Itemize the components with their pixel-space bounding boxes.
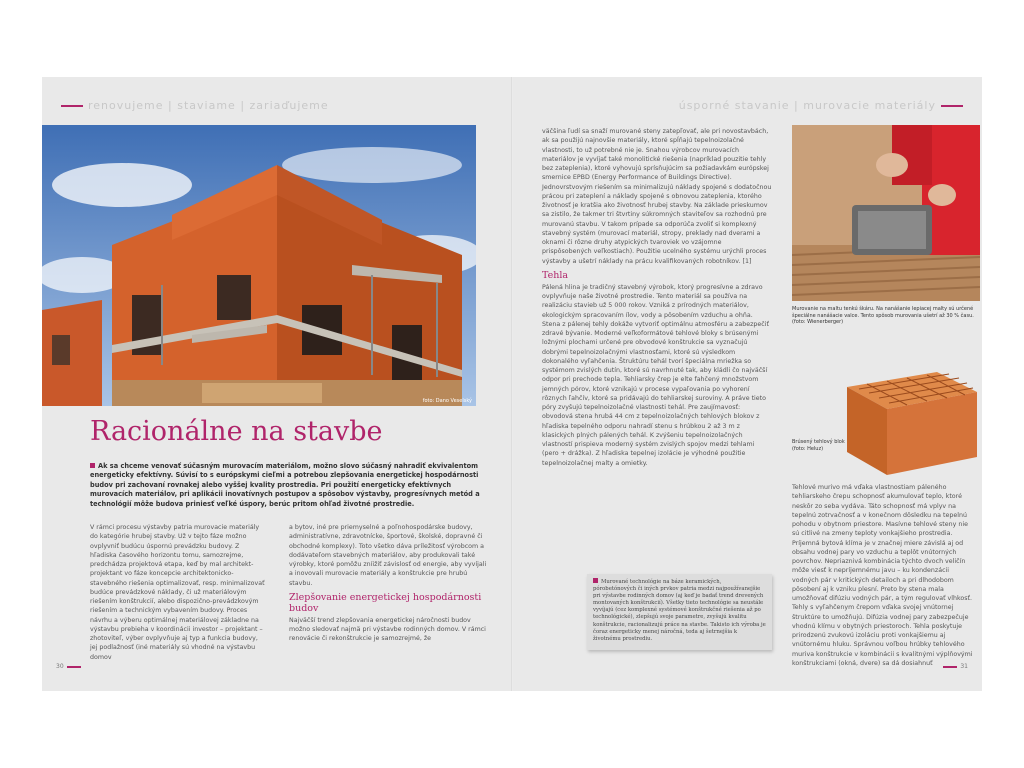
header-separator: | [235, 99, 250, 112]
mortar-roller-photo [792, 125, 980, 301]
lead-paragraph [90, 462, 490, 509]
bullet-square-icon [593, 578, 598, 583]
header-separator: | [789, 99, 804, 112]
header-part-2: murovacie materiály [803, 99, 936, 112]
right-running-header [679, 99, 968, 112]
right-column-1 [542, 127, 772, 468]
photo-credit: foto: Dano Veselský [422, 398, 472, 404]
body-text: Pálená hlina je tradičný stavebný výrobok, ktorý progresívne a zdravo ovplyvňuje naše životné prostredie. Tento materiál sa používa na realizáciu stavieb už 5 000 rokov. Vzniká z prírodných materiálov, ekologickým spracovaním ílov, vody a pôsobením vzduchu a ohňa. Stena z pálenej tehly dokáže vytvoriť optimálnu atmosféru a zabezpečiť zdravé bývanie. Moderné veľkoformátové tehlové bloky s brúsenými ložnými plochami určené pre obvodové konštrukcie sa vyznačujú dobrými tepelnoizolačnými vlastnosťami, ktoré sú výsledkom dokonalého vyľahčenia. Štruktúru tehál tvorí špeciálna mriežka so systémom zvislých dutín, ktoré sú navrhnuté tak, aby kládli čo najväčší odpor pri prechode tepla. Tehliarsky črep je elte fahčený množstvom jemných pórov, ktoré vznikajú v procese vypaľovania po vyhorení rôznych ľahčív, ktoré sa pridávajú do tehliarskej suroviny. A práve tieto póry zvyšujú tepelnoizolačné vlastnosti tehál. Pre zaujímavosť: obvodová stena hrubá 44 cm z tepelnoizolačných tehlových blokov z hľadiska tepelného odporu nahradí stenu s hrúbkou 2 až 3 m z klasických plných pálených tehál. K zvýšeniu tepelnoizolačných vlastností prispieva moderný systém zvislých spojov medzi tehlami (pero + drážka). Z hľadiska tepelnej izolácie je výhodné použitie tepelnoizolačnej malty a omietky. [542, 283, 769, 467]
right-column-2 [792, 483, 977, 668]
header-separator: | [163, 99, 178, 112]
house-construction-illustration [42, 125, 476, 406]
page-number-right [940, 663, 968, 670]
left-page [42, 77, 512, 691]
left-column-1 [90, 523, 267, 662]
subheading: Tehla [542, 269, 569, 281]
body-text: Najväčší trend zlepšovania energetickej náročnosti budov možno sledovať najmä pri výstavbe rodinných domov. V rámci renovácie či rekonštrukcie je samozrejmé, že [289, 616, 486, 643]
photo-caption-2: Brúsený tehlový blok (foto: Heluz) [792, 439, 845, 452]
brick-block-image [837, 367, 982, 477]
page-number-left [56, 663, 84, 670]
info-box-text: Murované technológie na báze keramických, pórobetónových či iných prvkov patria medzi najpoužívanejšie pri výstavbe rodinných domov (aj keď je badať trend drevených montovaných konštrukcií). Všetky tieto technológie sa neustále vyvíjajú (cez komplexné systémové konštrukčné riešenia až po technológické), zlepšujú svoje parametre, zvyšujú kvalitu konštrukcie, racionalizujú práce na stavbe. Takisto ich výroba je čoraz energeticky menej náročná, teda aj šetrnejšia k životnému prostrediu. [593, 579, 766, 642]
bullet-square-icon [90, 463, 95, 468]
house-photo [42, 125, 476, 406]
left-running-header [56, 99, 329, 112]
body-text: Tehlové murivo má vďaka vlastnostiam páleného tehliarskeho črepu schopnosť akumulovať teplo, ktoré neskôr zo seba vydáva. Táto schopnosť má vplyv na tepelnú zotrvačnosť a v konečnom dôsledku na tepelnú pohodu v obytnom priestore. Masívne tehlové steny nie sú citlivé na zmeny teploty vonkajšieho prostredia. Príjemná bytová klíma je v značnej miere závislá aj od obsahu vodnej pary vo vzduchu a teplôt vnútorných povrchov. Nepriaznivá kombinácia týchto dvoch veličín môže viesť k nepríjemnému javu – ku kondenzácii vodných pár v kritických detailoch a pri dlhodobom pôsobení aj k vzniku plesní. Preto by stena mala umožňovať difúziu vodných pár, a tým regulovať vlhkosť. Tehly s vyľahčenym črepom vďaka svojej vnútornej štruktúre to umožňujú. Difúzia vodnej pary zabezpečuje vhodnú klímu v obytných priestoroch. Tehla poskytuje prirodzenú zvukovú izoláciu proti vonkajšiemu aj vnútornému hluku. Správnou voľbou hrúbky tehlového muriva konštrukcie v kombinácii s kvalitnými výplňovými konštrukciami (okná, dvere) sa dá dosiahnuť [792, 484, 973, 667]
header-part-1: úsporné stavanie [678, 99, 790, 112]
photo-caption-1: Murovanie na maltu tenkú škáru. Na nanášanie lepiacej malty sú určené špeciálne nanášacie valce. Tento spôsob murovania ušetrí až 30 % času. (foto: Wienerberger) [792, 306, 974, 326]
body-text: a bytov, iné pre priemyselné a poľnohospodárske budovy, administratívne, zdravotnícke, športové, školské, dopravné či obchodné komplexy). Toto všetko dáva príležitosť výrobcom a dodávateľom stavebných materiálov, aby produkovali také výrobky, ktoré pomôžu zníižiť závislosť od energie, aby vyvíjali a inovovali murovacie materiály a konštrukcie pre hrubú stavbu. [289, 524, 487, 587]
page-number: 30 [56, 663, 64, 670]
page-number: 31 [960, 663, 968, 670]
left-column-2 [289, 523, 489, 644]
mortar-roller-illustration [792, 125, 980, 301]
body-text: väčšina ľudí sa snaží murované steny zatepľovať, ale pri novostavbách, ak sa použijú najnovšie materiály, ktoré spĺňajú tepelnoizolačné vlastnosti, to už potrebné nie je. Snahou výrobcov murovacích materiálov je vyvíjať také monolitické riešenia (napríklad pouzitie tehly bez zateplenia), ktoré vyhovujú sprísňujúcim sa požiadavkám európskej smernice EPBD (Energy Performance of Buildings Directive). Jednovrstvovým riešením sa minimalizujú náklady spojené s dodatočnou prácou pri zateplení a náklady spojené s obnovou zateplenia, ktorého životnosť je kratšia ako životnosť hrubej stavby. Na základe prieskumov sa zistilo, že takmer tri štvrtiny súkromných staviteľov sa rozhodnú pre murovanú stavbu. V takom prípade sa odporúča zvoliť si komplexný stavebný systém (murovací materiál, stropy, preklady nad dverami a oknami či rôzne druhy atypických tvaroviek vo vzájomne prispôsobených veľkostiach). Použitie ucelného systému urýchli proces výstavby a ušetrí náklady na prácu kvalifikovaných robotníkov. [1] [542, 128, 772, 265]
lead-text: Ak sa chceme venovať súčasným murovacím materiálom, možno slovo súčasný nahradiť ekvivalentom energeticky efektívny. Súvisí to s európskymi cieľmi a potrebou zlepšovania energetickej hospodárnosti budov pri zachovaní rovnakej alebo vyššej kvality prostredia. Pri použití energeticky efektívnych murovacích materiálov, pri aplikácii inovatívnych postupov a spôsobov výstavby, progresívnych metód a technológií môže budova priniesť veľké úspory, berúc pritom ohľad životné prostredie. [90, 462, 480, 508]
body-text: V rámci procesu výstavby patria murovacie materiály do kategórie hrubej stavby. Už v tejto fáze možno ovplyvniť budúcu úspornú prevádzku budovy. Z hľadiska časového horizontu tomu, samozrejme, predchádza projektová etapa, keď by mal architekt-projektant vo fáze koncepcie architektonicko-stavebného riešenia optimalizovať, resp. minimalizovať budúce prevádzkové náklady, či už materiálovým riešením konštrukcií, alebo dispozično-prevádzkovým riešením a technickým vybavením budovy. Proces návrhu a výberu optimálnej materiálovej základne na výstavbu prebieha v koordinácii investor – projektant – zhotoviteľ, výber ovplyvňuje aj typ a funkcia budovy, jej podlažnosť (iné materiály sú vhodné na výstavbu domov [90, 524, 265, 661]
article-title: Racionálne na stavbe [90, 416, 383, 447]
brick-block-illustration [837, 367, 982, 477]
subheading: Zlepšovanie energetickej hospodárnosti budov [289, 591, 482, 614]
header-part-3: zariaďujeme [249, 99, 329, 112]
header-part-2: staviame [177, 99, 236, 112]
right-page [512, 77, 982, 691]
header-part-1: renovujeme [88, 99, 164, 112]
info-box [587, 574, 772, 650]
magazine-spread [42, 77, 982, 691]
